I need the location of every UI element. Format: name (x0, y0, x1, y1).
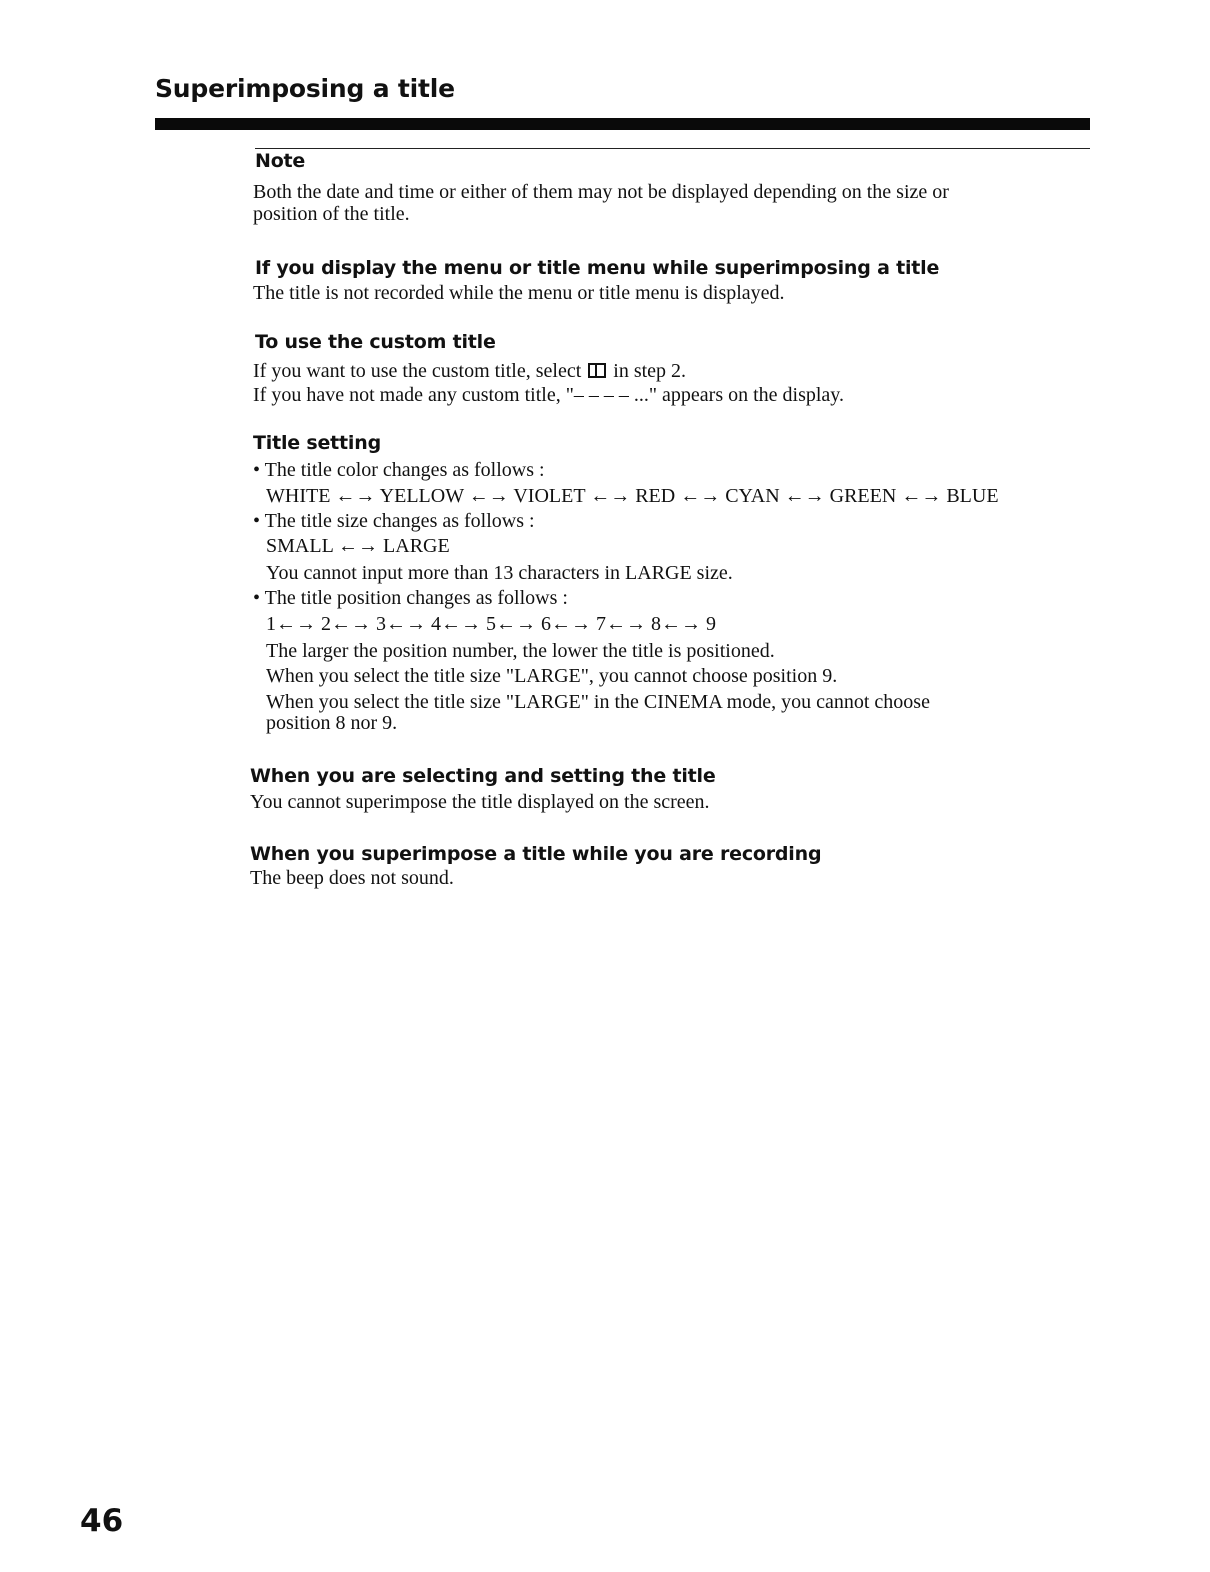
selecting-line: You cannot superimpose the title displayed on the screen. (250, 791, 710, 813)
recording-heading: When you superimpose a title while you are recording (250, 843, 822, 865)
position-note: When you select the title size "LARGE" in the CINEMA mode, you cannot choose (266, 691, 930, 713)
page-title: Superimposing a title (155, 74, 455, 103)
custom-title-line (253, 361, 686, 381)
title-setting-heading: Title setting (253, 432, 381, 454)
page-number: 46 (80, 1503, 124, 1539)
note-rule (255, 148, 1090, 149)
size-bullet: • The title size changes as follows : (253, 511, 535, 531)
position-note: When you select the title size "LARGE", you cannot choose position 9. (266, 665, 838, 687)
position-note: position 8 nor 9. (266, 712, 398, 734)
title-rule (155, 118, 1090, 130)
note-line: position of the title. (253, 203, 410, 225)
note-line: Both the date and time or either of them may not be displayed depending on the size or (253, 181, 949, 203)
color-sequence: WHITE ←→ YELLOW ←→ VIOLET ←→ RED ←→ CYAN ←→ GREEN ←→ BLUE (266, 485, 999, 507)
recording-line: The beep does not sound. (250, 867, 454, 889)
note-heading: Note (255, 150, 306, 172)
position-sequence: 1←→ 2←→ 3←→ 4←→ 5←→ 6←→ 7←→ 8←→ 9 (266, 613, 716, 635)
size-sequence: SMALL ←→ LARGE (266, 535, 450, 557)
position-note: The larger the position number, the lower the title is positioned. (266, 640, 775, 662)
menu-section-line: The title is not recorded while the menu or title menu is displayed. (253, 282, 785, 304)
menu-section-heading: If you display the menu or title menu while superimposing a title (255, 257, 940, 279)
custom-title-line: If you have not made any custom title, "– – – – ..." appears on the display. (253, 384, 845, 406)
custom-title-icon (588, 363, 606, 378)
size-note: You cannot input more than 13 characters in LARGE size. (266, 562, 733, 584)
custom-title-text-after: in step 2. (613, 360, 687, 382)
selecting-heading: When you are selecting and setting the title (250, 765, 716, 787)
color-bullet: • The title color changes as follows : (253, 460, 545, 480)
custom-title-text-before: If you want to use the custom title, select (253, 360, 582, 382)
custom-title-heading: To use the custom title (255, 331, 496, 353)
position-bullet: • The title position changes as follows : (253, 588, 568, 608)
